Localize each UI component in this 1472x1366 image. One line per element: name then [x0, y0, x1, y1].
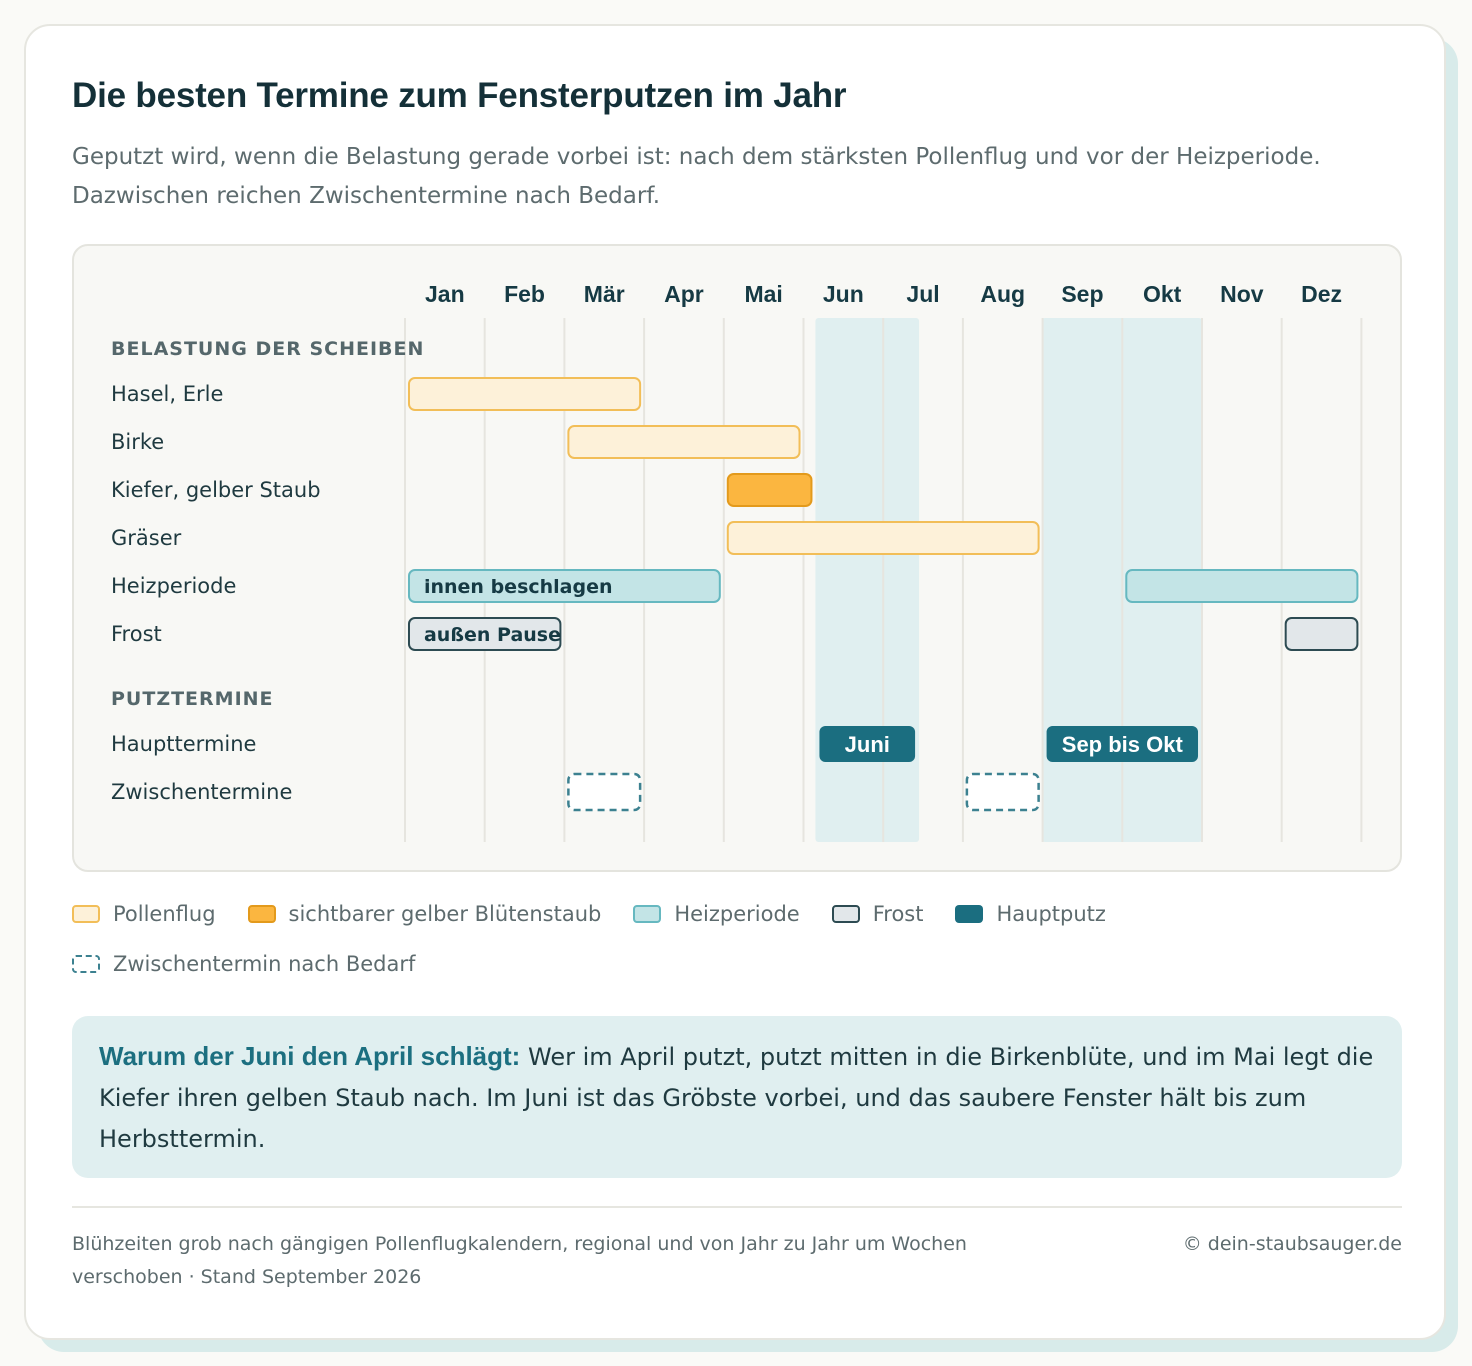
page-subtitle: Geputzt wird, wenn die Belastung gerade vorbei ist: nach dem stärksten Pollenflug und vor der Heizperiode. Dazwischen reichen Zwischentermine nach Bedarf. [72, 144, 1321, 209]
month-label-Jul: Jul [906, 281, 940, 307]
legend-swatch [955, 905, 983, 923]
footer-credit: © dein-staubsauger.de [1182, 1233, 1402, 1255]
note-lead: Warum der Juni den April schlägt: [99, 1041, 521, 1071]
bar-label: Sep bis Okt [1061, 732, 1183, 757]
highlight-column-0 [815, 318, 919, 842]
bar-label: Juni [844, 732, 890, 757]
page-title: Die besten Termine zum Fensterputzen im Jahr [72, 76, 847, 115]
month-label-Mai: Mai [744, 281, 783, 307]
bar-zwischen [967, 774, 1039, 810]
gantt-svg [74, 246, 1400, 870]
chart-legend [72, 900, 1402, 978]
month-label-Jun: Jun [822, 281, 864, 307]
row-label: Kiefer, gelber Staub [111, 478, 321, 502]
legend-item-haupt [955, 900, 1105, 928]
legend-swatch [832, 905, 860, 923]
legend-item-zwischen [72, 950, 415, 978]
legend-label: sichtbarer gelber Blütenstaub [288, 902, 602, 926]
month-label-Mär: Mär [583, 281, 625, 307]
row-label: Heizperiode [111, 574, 237, 598]
footer-source: Blühzeiten grob nach gängigen Pollenflugkalendern, regional und von Jahr zu Jahr um Wochen verschoben · Stand September 2026 [72, 1233, 967, 1288]
month-label-Dez: Dez [1301, 281, 1343, 307]
bar-heiz [1126, 570, 1357, 602]
month-label-Aug: Aug [980, 281, 1026, 307]
legend-swatch [72, 955, 100, 973]
bar-pollen [568, 426, 799, 458]
bar-zwischen [568, 774, 640, 810]
bar-frost [1286, 618, 1358, 650]
month-label-Apr: Apr [664, 281, 704, 307]
legend-swatch [72, 905, 100, 923]
section-label-0: BELASTUNG DER SCHEIBEN [111, 338, 425, 360]
month-label-Okt: Okt [1142, 281, 1182, 307]
legend-label: Heizperiode [674, 902, 800, 926]
legend-item-heiz [633, 900, 799, 928]
month-label-Nov: Nov [1220, 281, 1264, 307]
legend-label: Hauptputz [996, 902, 1106, 926]
legend-swatch [248, 905, 276, 923]
row-label: Gräser [111, 526, 182, 550]
bar-staub [728, 474, 812, 506]
footer-divider [72, 1206, 1402, 1208]
row-label: Birke [111, 430, 165, 454]
bar-label: außen Pause [423, 624, 561, 646]
legend-swatch [633, 905, 661, 923]
legend-item-pollen [72, 900, 216, 928]
bar-pollen [728, 522, 1039, 554]
gantt-chart [72, 244, 1402, 872]
legend-label: Zwischentermin nach Bedarf [113, 952, 416, 976]
legend-item-staub [248, 900, 602, 928]
legend-label: Frost [872, 902, 924, 926]
info-note [72, 1016, 1402, 1178]
row-label: Zwischentermine [111, 780, 293, 804]
month-label-Sep: Sep [1061, 281, 1104, 307]
note-text: Wer im April putzt, putzt mitten in die Birkenblüte, und im Mai legt die Kiefer ihren gelben Staub nach. Im Juni ist das Gröbste vorbei, und das saubere Fenster hält bis zum Herbsttermin. [99, 1043, 1374, 1153]
month-label-Feb: Feb [504, 281, 545, 307]
legend-item-frost [832, 900, 924, 928]
row-label: Hasel, Erle [111, 382, 224, 406]
legend-label: Pollenflug [113, 902, 216, 926]
bar-label: innen beschlagen [423, 576, 613, 598]
bar-pollen [409, 378, 640, 410]
row-label: Frost [111, 622, 162, 646]
section-label-1: PUTZTERMINE [111, 688, 274, 710]
row-label: Haupttermine [111, 732, 257, 756]
month-label-Jan: Jan [425, 281, 465, 307]
